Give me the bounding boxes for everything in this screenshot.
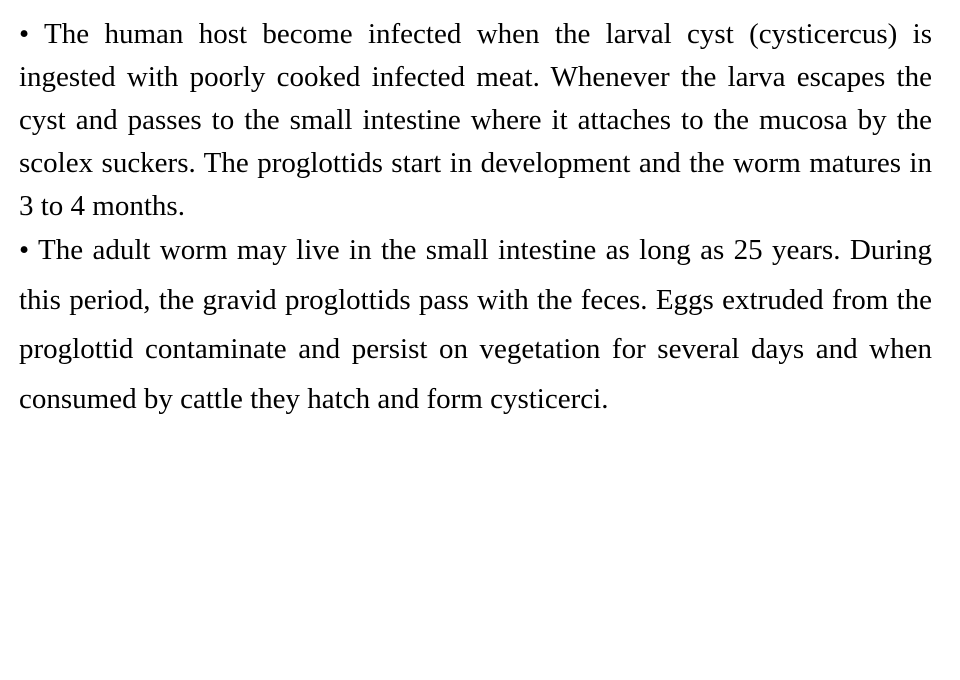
slide-body: [19, 13, 932, 424]
bullet-paragraph-adult-worm: • The adult worm may live in the small intestine as long as 25 years. During this period, the gravid proglottids pass with the feces. Eggs extruded from the proglottid contaminate and persist on vegetation for several days and when consumed by cattle they hatch and form cysticerci.: [19, 234, 932, 415]
bullet-paragraph-infection: • The human host become infected when the larval cyst (cysticercus) is ingested with poorly cooked infected meat. Whenever the larva escapes the cyst and passes to the small intestine where it attaches to the mucosa by the scolex suckers. The proglottids start in development and the worm matures in 3 to 4 months.: [19, 18, 932, 222]
